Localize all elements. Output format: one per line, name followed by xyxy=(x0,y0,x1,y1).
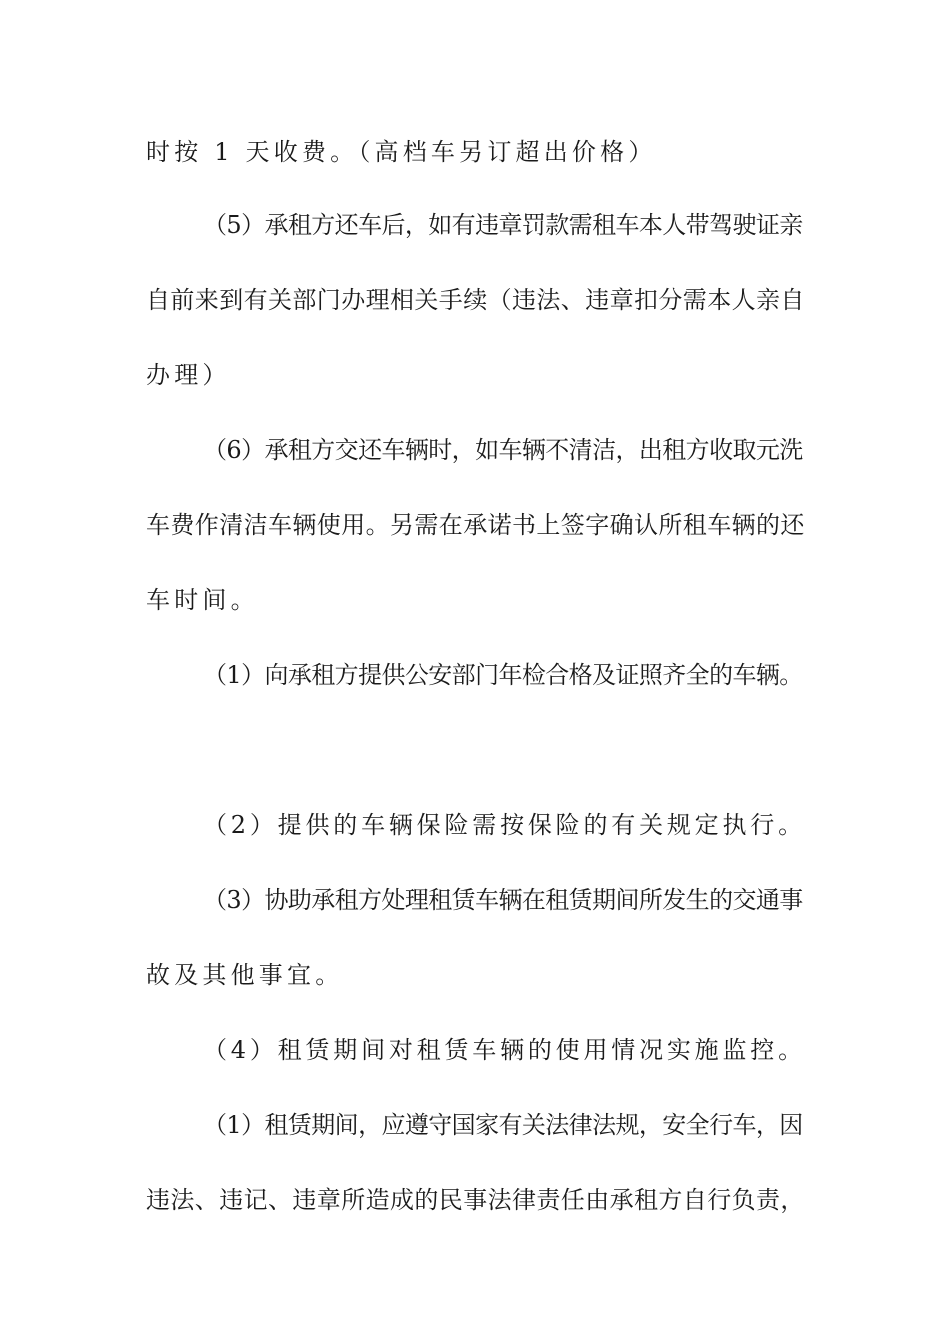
text-line: 时按 1 天收费。（高档车另订超出价格） xyxy=(146,138,657,166)
text-line: 自前来到有关部门办理相关手续（违法、违章扣分需本人亲自 xyxy=(146,286,805,314)
text-line: （6）承租方交还车辆时，如车辆不清洁，出租方收取元洗 xyxy=(203,436,803,464)
text-line: （2）提供的车辆保险需按保险的有关规定执行。 xyxy=(203,811,806,839)
text-line: （4）租赁期间对租赁车辆的使用情况实施监控。 xyxy=(203,1036,806,1064)
text-line: 车费作清洁车辆使用。另需在承诺书上签字确认所租车辆的还 xyxy=(146,511,805,539)
text-line: （1）租赁期间，应遵守国家有关法律法规，安全行车，因 xyxy=(203,1111,803,1139)
text-line: 办理） xyxy=(146,361,231,389)
text-line: 车时间。 xyxy=(146,586,259,614)
text-line: （1）向承租方提供公安部门年检合格及证照齐全的车辆。 xyxy=(203,661,803,689)
text-line: （5）承租方还车后，如有违章罚款需租车本人带驾驶证亲 xyxy=(203,211,803,239)
text-line: 故及其他事宜。 xyxy=(146,961,344,989)
text-line: 违法、违记、违章所造成的民事法律责任由承租方自行负责， xyxy=(146,1186,805,1214)
text-line: （3）协助承租方处理租赁车辆在租赁期间所发生的交通事 xyxy=(203,886,803,914)
